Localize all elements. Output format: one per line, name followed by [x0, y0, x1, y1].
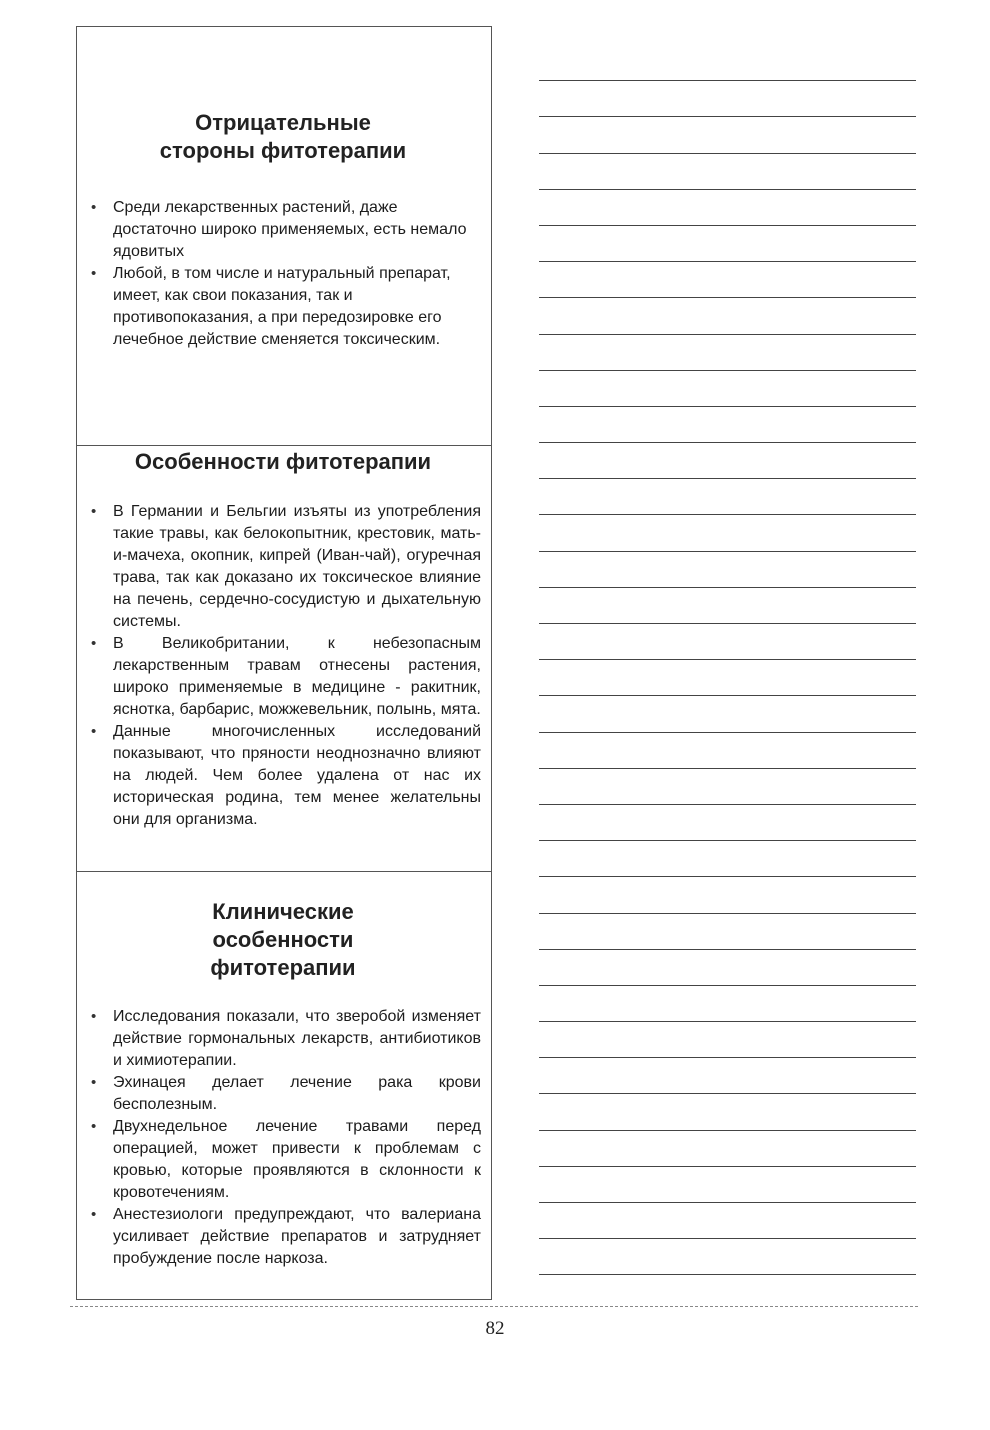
note-line — [539, 117, 916, 153]
note-line — [539, 986, 916, 1022]
bullet-list — [85, 501, 481, 831]
list-item-text: Данные многочисленных исследований показывают, что пряности неоднозначно влияют на людей. Чем более удалена от нас их историческая родина, тем менее желательны они для организма. — [113, 723, 481, 828]
note-line — [539, 950, 916, 986]
note-line — [539, 696, 916, 732]
note-line — [539, 1203, 916, 1239]
note-line — [539, 443, 916, 479]
bullet-icon: • — [91, 199, 97, 216]
note-line — [539, 1239, 916, 1275]
slide-title: Особенности фитотерапии — [134, 449, 432, 474]
note-line — [539, 298, 916, 334]
note-line — [539, 914, 916, 950]
bullet-icon: • — [91, 1074, 97, 1091]
list-item — [85, 1116, 481, 1204]
notes-lines-area — [539, 45, 916, 1275]
note-line — [539, 877, 916, 913]
note-line — [539, 552, 916, 588]
slide-title: Клинические особенности фитотерапии — [210, 899, 356, 980]
slide-title: Отрицательные стороны фитотерапии — [159, 110, 407, 163]
bullet-icon: • — [91, 723, 97, 740]
bullet-list — [85, 1006, 481, 1270]
bullet-list — [85, 197, 481, 351]
bullet-icon: • — [91, 1008, 97, 1025]
note-line — [539, 407, 916, 443]
note-line — [539, 81, 916, 117]
note-line — [539, 769, 916, 805]
note-line — [539, 841, 916, 877]
bullet-icon: • — [91, 635, 97, 652]
list-item — [85, 721, 481, 831]
list-item-text: Эхинацея делает лечение рака крови бесполезным. — [113, 1074, 481, 1113]
note-line — [539, 154, 916, 190]
note-line — [539, 624, 916, 660]
list-item — [85, 1072, 481, 1116]
slide-negative-aspects — [77, 27, 491, 445]
note-line — [539, 515, 916, 551]
note-line — [539, 1022, 916, 1058]
list-item-text: В Германии и Бельгии изъяты из употребления такие травы, как белокопытник, крестовик, мать-и-мачеха, окопник, кипрей (Иван-чай), огуречная трава, так как доказано их токсическое влияние на печень, сердечно-сосудистую и дыхательную системы. — [113, 503, 481, 630]
list-item-text: В Великобритании, к небезопасным лекарственным травам отнесены растения, широко применяемые в медицине - ракитник, яснотка, барбарис, можжевельник, полынь, мята. — [113, 635, 481, 718]
note-line — [539, 262, 916, 298]
slides-column — [76, 26, 492, 1300]
list-item — [85, 197, 481, 263]
bullet-icon: • — [91, 1206, 97, 1223]
list-item-text: Исследования показали, что зверобой изменяет действие гормональных лекарств, антибиотиков и химиотерапии. — [113, 1008, 481, 1069]
note-line — [539, 1094, 916, 1130]
bullet-icon: • — [91, 503, 97, 520]
list-item — [85, 501, 481, 633]
list-item — [85, 1204, 481, 1270]
slide-features — [77, 445, 491, 871]
note-line — [539, 1131, 916, 1167]
note-line — [539, 190, 916, 226]
list-item-text: Двухнедельное лечение травами перед операцией, может привести к проблемам с кровью, которые проявляются в склонности к кровотечениям. — [113, 1118, 481, 1201]
list-item — [85, 633, 481, 721]
note-line — [539, 1058, 916, 1094]
bullet-icon: • — [91, 1118, 97, 1135]
note-line — [539, 660, 916, 696]
note-line — [539, 805, 916, 841]
list-item — [85, 263, 481, 351]
page-number: 82 — [485, 1318, 505, 1339]
list-item — [85, 1006, 481, 1072]
list-item-text: Среди лекарственных растений, даже достаточно широко применяемых, есть немало ядовитых — [113, 199, 467, 260]
note-line — [539, 335, 916, 371]
slide-clinical-features — [77, 871, 491, 1299]
note-line — [539, 226, 916, 262]
note-line — [539, 733, 916, 769]
note-line — [539, 45, 916, 81]
note-line — [539, 588, 916, 624]
note-line — [539, 479, 916, 515]
list-item-text: Любой, в том числе и натуральный препарат, имеет, как свои показания, так и противопоказания, а при передозировке его лечебное действие сменяется токсическим. — [113, 265, 451, 348]
list-item-text: Анестезиологи предупреждают, что валериана усиливает действие препаратов и затрудняет пробуждение после наркоза. — [113, 1206, 481, 1267]
note-line — [539, 1167, 916, 1203]
bottom-divider — [70, 1306, 918, 1307]
note-line — [539, 371, 916, 407]
bullet-icon: • — [91, 265, 97, 282]
